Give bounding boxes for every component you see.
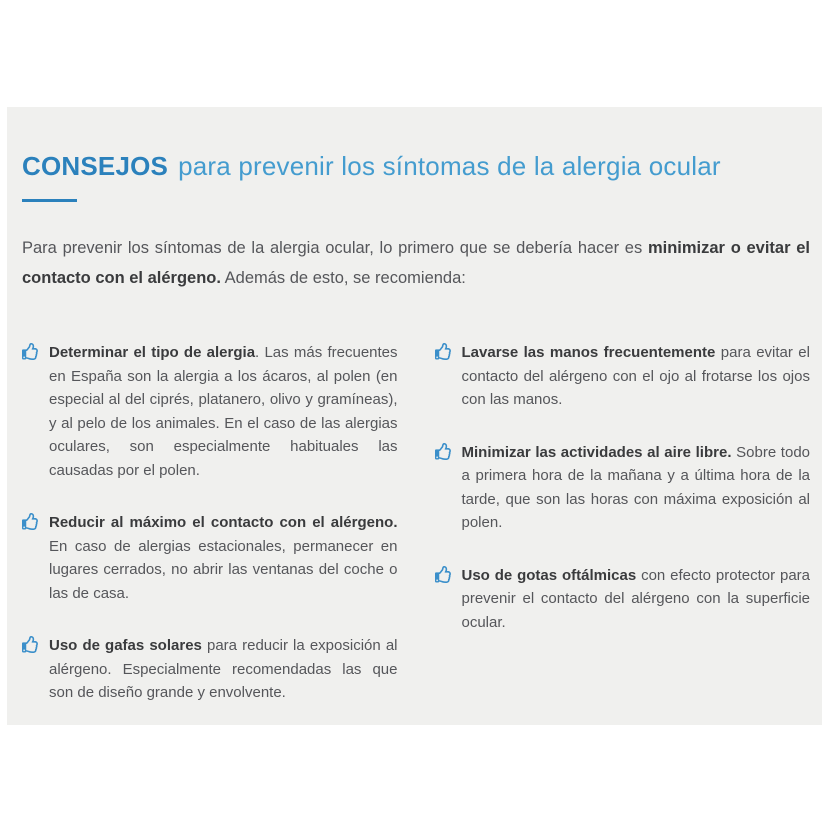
thumbs-up-icon — [435, 343, 452, 360]
thumbs-up-icon — [22, 636, 39, 653]
tip-lead: Minimizar las actividades al aire libre. — [461, 443, 732, 461]
section-inner — [7, 107, 822, 734]
tip-item — [435, 441, 811, 535]
tip-rest: Sobre todo a primera hora de la mañana y a última hora de la tarde, que son las horas con máxima exposición al polen. — [461, 443, 811, 532]
tip-text — [462, 564, 811, 635]
tip-item — [22, 511, 398, 605]
tip-lead: Lavarse las manos frecuentemente — [461, 344, 716, 362]
left-column — [22, 341, 398, 734]
tip-text — [49, 341, 398, 482]
intro-paragraph — [22, 233, 810, 293]
tip-item — [22, 341, 398, 482]
tips-columns — [22, 341, 810, 734]
tip-item — [22, 634, 398, 705]
tip-rest: . Las más frecuentes en España son la alergia a los ácaros, al polen (en especial al del ciprés, platanero, olivo y gramíneas), y al pelo de los animales. En el caso de las alergias oculares, son especialmente habituales las causadas por el polen. — [49, 344, 398, 479]
tip-text — [49, 634, 398, 705]
thumbs-up-icon — [22, 513, 39, 530]
tip-rest: con efecto protector para prevenir el contacto del alérgeno con la superficie ocular. — [461, 566, 811, 631]
intro-text-bold: minimizar o evitar el contacto con el alérgeno. — [22, 239, 810, 288]
title-underline — [22, 199, 77, 202]
tip-item — [435, 341, 811, 412]
thumbs-up-icon — [435, 566, 452, 583]
section-title — [22, 151, 810, 182]
tip-lead: Uso de gafas solares — [49, 637, 202, 655]
tip-rest: para evitar el contacto del alérgeno con el ojo al frotarse los ojos con las manos. — [461, 344, 810, 409]
intro-text-post: Además de esto, se recomienda: — [220, 269, 466, 288]
title-main: CONSEJOS — [22, 151, 169, 181]
tip-text — [462, 441, 811, 535]
right-column — [435, 341, 811, 734]
consejos-section — [7, 107, 822, 725]
thumbs-up-icon — [22, 343, 39, 360]
tip-lead: Uso de gotas oftálmicas — [461, 566, 637, 584]
tip-text — [462, 341, 811, 412]
thumbs-up-icon — [435, 443, 452, 460]
tip-rest: En caso de alergias estacionales, permanecer en lugares cerrados, no abrir las ventanas del coche o las de casa. — [49, 537, 398, 602]
title-subtitle: para prevenir los síntomas de la alergia ocular — [178, 151, 721, 181]
tip-item — [435, 564, 811, 635]
tip-rest: para reducir la exposición al alérgeno. Especialmente recomendadas las que son de diseño grande y envolvente. — [49, 637, 398, 702]
tip-lead: Reducir al máximo el contacto con el alérgeno. — [49, 514, 398, 532]
tip-lead: Determinar el tipo de alergia — [49, 344, 256, 362]
tip-text — [49, 511, 398, 605]
intro-text-pre: Para prevenir los síntomas de la alergia ocular, lo primero que se debería hacer es — [22, 239, 648, 258]
